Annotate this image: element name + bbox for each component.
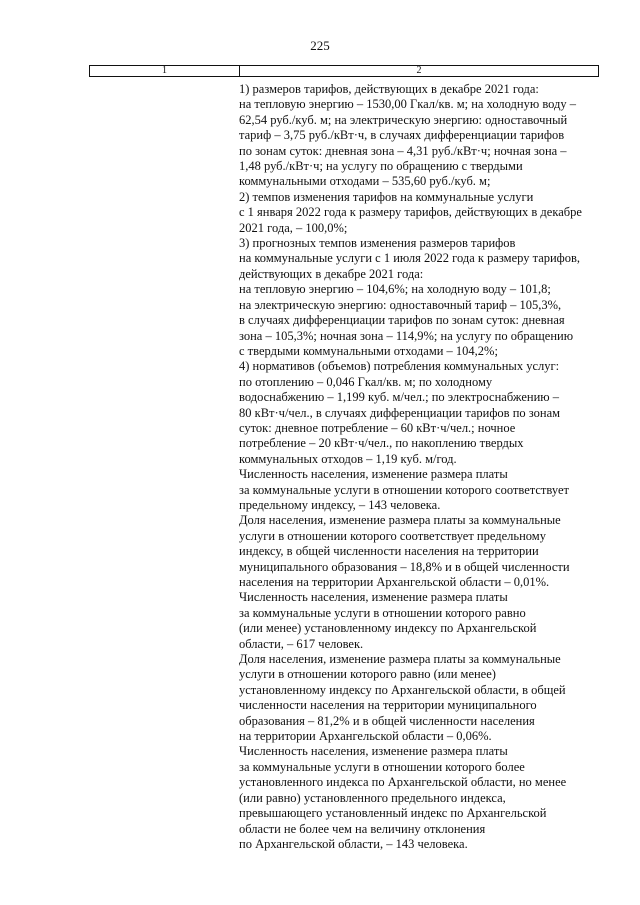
text-line: коммунальными отходами – 535,60 руб./куб. м; — [239, 174, 491, 189]
text-line: тариф – 3,75 руб./кВт·ч, в случаях дифференциации тарифов — [239, 128, 565, 143]
text-line: населения на территории Архангельской области – 0,01%. — [239, 575, 550, 589]
text-line: по отоплению – 0,046 Гкал/кв. м; по холодному — [239, 374, 493, 389]
text-line: потребление – 20 кВт·ч/чел., по накоплению твердых — [239, 436, 524, 451]
text-line: (или равно) установленного предельного индекса, — [239, 790, 506, 805]
text-line: в случаях дифференциации тарифов по зонам суток: дневная — [239, 313, 565, 328]
text-line: коммунальных отходов – 1,19 куб. м/год. — [239, 451, 457, 466]
table-header-col-2: 2 — [416, 65, 422, 76]
text-line: численности населения на территории муниципального — [239, 698, 537, 713]
text-line: услуги в отношении которого соответствует предельному — [239, 528, 546, 543]
text-line: Доля населения, изменение размера платы за коммунальные — [239, 513, 561, 528]
text-line: индексу, в общей численности населения на территории — [239, 544, 539, 559]
text-line: на электрическую энергию: одноставочный тариф – 105,3%, — [239, 297, 562, 312]
text-line: 1,48 руб./кВт·ч; на услугу по обращению с твердыми — [239, 159, 523, 174]
text-line: муниципального образования – 18,8% и в общей численности — [239, 559, 570, 574]
text-line: на тепловую энергию – 104,6%; на холодную воду – 101,8; — [239, 282, 551, 297]
text-line: Доля населения, изменение размера платы за коммунальные — [239, 652, 561, 667]
text-line: 3) прогнозных темпов изменения размеров тарифов — [239, 236, 516, 251]
text-line: за коммунальные услуги в отношении которого более — [239, 759, 525, 774]
text-line: на тепловую энергию – 1530,00 Гкал/кв. м; на холодную воду – — [239, 97, 577, 112]
document-body-text — [239, 82, 595, 852]
text-line: 80 кВт·ч/чел., в случаях дифференциации тарифов по зонам — [239, 405, 561, 420]
text-line: образования – 81,2% и в общей численности населения — [239, 713, 535, 728]
text-line: зона – 105,3%; ночная зона – 114,9%; на услугу по обращению — [239, 328, 574, 343]
text-line: действующих в декабре 2021 года: — [239, 266, 424, 281]
text-line: Численность населения, изменение размера платы — [239, 590, 508, 605]
text-line: за коммунальные услуги в отношении которого равно — [239, 605, 526, 620]
text-line: Численность населения, изменение размера платы — [239, 744, 508, 759]
text-line: 62,54 руб./куб. м; на электрическую энергию: одноставочный — [239, 112, 568, 127]
text-line: по зонам суток: дневная зона – 4,31 руб./кВт·ч; ночная зона – — [239, 143, 567, 158]
text-line: на коммунальные услуги с 1 июля 2022 года к размеру тарифов, — [239, 251, 581, 266]
text-line: водоснабжению – 1,199 куб. м/чел.; по электроснабжению – — [239, 390, 559, 405]
text-line: Численность населения, изменение размера платы — [239, 467, 508, 482]
text-line: 2) темпов изменения тарифов на коммунальные услуги — [239, 189, 534, 204]
text-line: 1) размеров тарифов, действующих в декабре 2021 года: — [239, 82, 539, 96]
text-line: 2021 года, – 100,0%; — [239, 220, 348, 235]
text-line: с 1 января 2022 года к размеру тарифов, действующих в декабре — [239, 205, 582, 220]
text-line: установленного индекса по Архангельской области, но менее — [239, 775, 567, 790]
text-line: предельному индексу, – 143 человека. — [239, 497, 441, 512]
text-line: услуги в отношении которого равно (или менее) — [239, 667, 496, 682]
text-line: (или менее) установленному индексу по Архангельской — [239, 621, 537, 636]
text-line: области, – 617 человек. — [239, 636, 364, 651]
text-line: 4) нормативов (объемов) потребления коммунальных услуг: — [239, 359, 560, 374]
text-line: на территории Архангельской области – 0,06%. — [239, 729, 492, 744]
text-line: установленному индексу по Архангельской области, в общей — [239, 682, 566, 697]
text-line: области не более чем на величину отклонения — [239, 821, 486, 836]
page-number: 225 — [310, 38, 330, 53]
text-line: превышающего установленный индекс по Архангельской — [239, 806, 547, 821]
table-header-col-1: 1 — [90, 66, 240, 76]
text-line: с твердыми коммунальными отходами – 104,2%; — [239, 343, 498, 358]
text-line: по Архангельской области, – 143 человека. — [239, 836, 468, 851]
text-line: суток: дневное потребление – 60 кВт·ч/чел.; ночное — [239, 420, 516, 435]
text-line: за коммунальные услуги в отношении которого соответствует — [239, 482, 569, 497]
table-header-row — [89, 65, 599, 77]
